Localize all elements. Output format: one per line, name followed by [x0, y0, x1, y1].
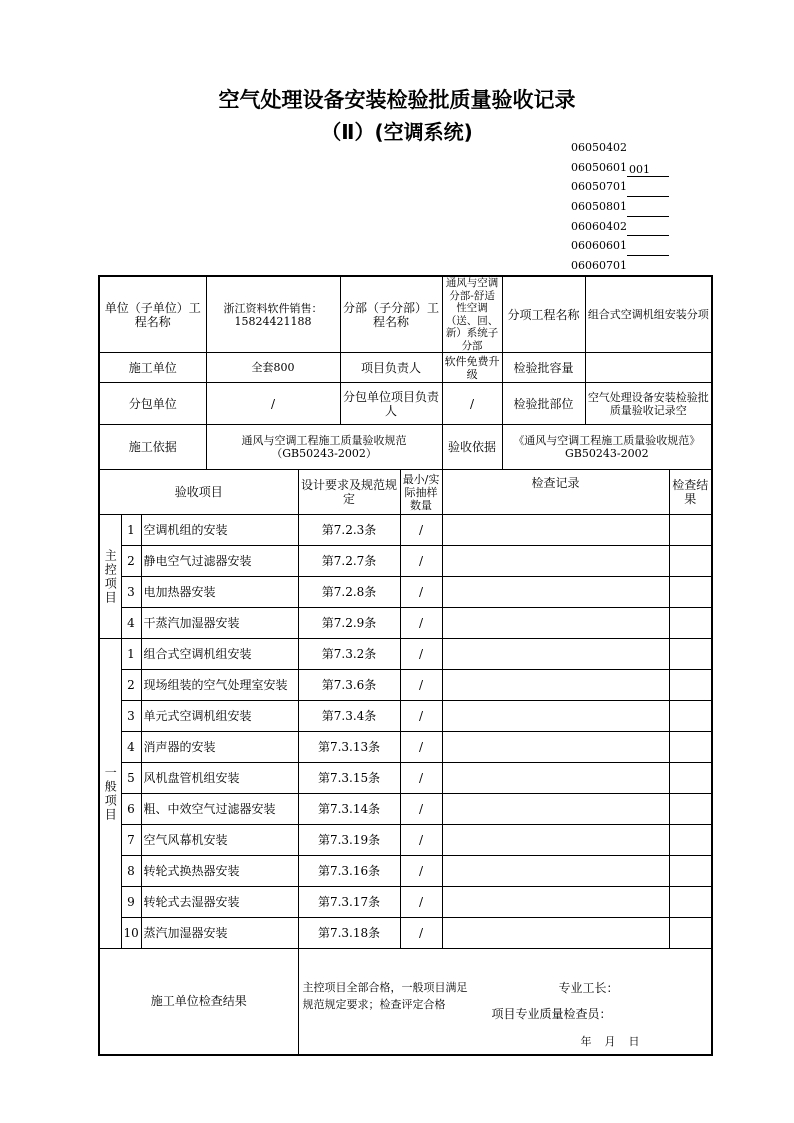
item-number: 1 — [121, 639, 141, 670]
unit-label: 单位（子单位）工程名称 — [99, 276, 206, 353]
item-sampling: / — [400, 670, 442, 701]
pm-label: 项目负责人 — [340, 353, 442, 383]
footer-label: 施工单位检查结果 — [99, 949, 298, 1055]
code-row — [571, 256, 669, 276]
table-row — [99, 887, 712, 918]
item-clause: 第7.3.17条 — [298, 887, 400, 918]
record-field[interactable] — [442, 701, 669, 732]
item-value: 组合式空调机组安装分项 — [585, 276, 712, 353]
item-clause: 第7.2.9条 — [298, 608, 400, 639]
sub-value: 通风与空调分部-舒适性空调（送、回、新）系统子分部 — [442, 276, 502, 353]
table-row — [99, 546, 712, 577]
pm-value: 软件免费升级 — [442, 353, 502, 383]
record-field[interactable] — [442, 763, 669, 794]
table-row — [99, 515, 712, 546]
item-name: 转轮式去湿器安装 — [141, 887, 298, 918]
col-item: 验收项目 — [99, 470, 298, 515]
item-sampling: / — [400, 577, 442, 608]
subcontractor-value: / — [206, 383, 340, 425]
code-row — [571, 177, 669, 197]
acceptance-value: 《通风与空调工程施工质量验收规范》GB50243-2002 — [502, 425, 712, 470]
table-row — [99, 701, 712, 732]
item-number: 3 — [121, 577, 141, 608]
date-label: 年 月 日 — [580, 1035, 642, 1048]
item-clause: 第7.3.14条 — [298, 794, 400, 825]
result-field[interactable] — [669, 732, 712, 763]
code-number: 06050601 — [571, 160, 627, 174]
constructor-value: 全套800 — [206, 353, 340, 383]
item-clause: 第7.3.4条 — [298, 701, 400, 732]
acceptance-label: 验收依据 — [442, 425, 502, 470]
footer-cell — [298, 949, 712, 1055]
item-sampling: / — [400, 639, 442, 670]
item-sampling: / — [400, 825, 442, 856]
item-clause: 第7.3.2条 — [298, 639, 400, 670]
item-name: 空调机组的安装 — [141, 515, 298, 546]
item-name: 组合式空调机组安装 — [141, 639, 298, 670]
item-name: 转轮式换热器安装 — [141, 856, 298, 887]
code-value-field[interactable] — [627, 242, 669, 256]
record-field[interactable] — [442, 639, 669, 670]
code-list — [571, 138, 669, 276]
result-field[interactable] — [669, 763, 712, 794]
item-clause: 第7.2.7条 — [298, 546, 400, 577]
form-title: 空气处理设备安装检验批质量验收记录 — [218, 88, 576, 112]
item-label: 分项工程名称 — [502, 276, 585, 353]
result-field[interactable] — [669, 918, 712, 949]
item-sampling: / — [400, 856, 442, 887]
inspection-form-table — [98, 275, 713, 1056]
result-field[interactable] — [669, 856, 712, 887]
result-field[interactable] — [669, 825, 712, 856]
item-number: 8 — [121, 856, 141, 887]
record-field[interactable] — [442, 732, 669, 763]
item-name: 空气风幕机安装 — [141, 825, 298, 856]
item-number: 5 — [121, 763, 141, 794]
table-row — [99, 577, 712, 608]
result-field[interactable] — [669, 701, 712, 732]
result-field[interactable] — [669, 794, 712, 825]
table-row — [99, 918, 712, 949]
item-number: 4 — [121, 732, 141, 763]
group-label: 一般项目 — [99, 639, 121, 949]
code-row — [571, 197, 669, 217]
location-label: 检验批部位 — [502, 383, 585, 425]
item-clause: 第7.2.3条 — [298, 515, 400, 546]
item-sampling: / — [400, 701, 442, 732]
location-value: 空气处理设备安装检验批质量验收记录空 — [585, 383, 712, 425]
item-name: 静电空气过滤器安装 — [141, 546, 298, 577]
code-value-field[interactable] — [627, 262, 669, 276]
item-clause: 第7.3.18条 — [298, 918, 400, 949]
item-name: 粗、中效空气过滤器安装 — [141, 794, 298, 825]
result-field[interactable] — [669, 577, 712, 608]
code-value-field[interactable]: 001 — [627, 163, 669, 177]
constructor-label: 施工单位 — [99, 353, 206, 383]
code-value-field[interactable] — [627, 222, 669, 236]
footer-text: 主控项目全部合格，一般项目满足规范规定要求；检查评定合格 — [302, 981, 468, 1011]
result-field[interactable] — [669, 887, 712, 918]
item-clause: 第7.3.13条 — [298, 732, 400, 763]
capacity-value — [585, 353, 712, 383]
item-number: 1 — [121, 515, 141, 546]
record-field[interactable] — [442, 794, 669, 825]
item-name: 干蒸汽加湿器安装 — [141, 608, 298, 639]
capacity-label: 检验批容量 — [502, 353, 585, 383]
table-row — [99, 856, 712, 887]
item-name: 风机盘管机组安装 — [141, 763, 298, 794]
code-row — [571, 138, 669, 158]
item-number: 6 — [121, 794, 141, 825]
item-clause: 第7.3.16条 — [298, 856, 400, 887]
col-result: 检查结果 — [669, 470, 712, 515]
item-sampling: / — [400, 918, 442, 949]
item-number: 4 — [121, 608, 141, 639]
item-number: 10 — [121, 918, 141, 949]
item-sampling: / — [400, 732, 442, 763]
item-sampling: / — [400, 608, 442, 639]
table-row — [99, 825, 712, 856]
table-row — [99, 639, 712, 670]
item-name: 消声器的安装 — [141, 732, 298, 763]
record-field[interactable] — [442, 546, 669, 577]
item-clause: 第7.2.8条 — [298, 577, 400, 608]
code-number: 06060701 — [571, 259, 627, 273]
item-clause: 第7.3.19条 — [298, 825, 400, 856]
code-number: 06050402 — [571, 140, 627, 154]
group-label: 主控项目 — [99, 515, 121, 639]
record-field[interactable] — [442, 825, 669, 856]
item-name: 电加热器安装 — [141, 577, 298, 608]
result-field[interactable] — [669, 515, 712, 546]
basis-label: 施工依据 — [99, 425, 206, 470]
record-field[interactable] — [442, 887, 669, 918]
code-value-field[interactable] — [627, 203, 669, 217]
item-sampling: / — [400, 546, 442, 577]
item-sampling: / — [400, 515, 442, 546]
code-row — [571, 217, 669, 237]
item-sampling: / — [400, 887, 442, 918]
item-sampling: / — [400, 794, 442, 825]
sub-pm-label: 分包单位项目负责人 — [340, 383, 442, 425]
code-row — [571, 158, 669, 178]
col-record: 检查记录 — [442, 470, 669, 515]
code-row — [571, 236, 669, 256]
item-number: 7 — [121, 825, 141, 856]
unit-value: 浙江资料软件销售：15824421188 — [206, 276, 340, 353]
col-design: 设计要求及规范规定 — [298, 470, 400, 515]
table-row — [99, 763, 712, 794]
form-subtitle: （Ⅱ）(空调系统) — [321, 120, 473, 144]
item-clause: 第7.3.15条 — [298, 763, 400, 794]
item-number: 2 — [121, 670, 141, 701]
code-number: 06050701 — [571, 180, 627, 194]
item-number: 2 — [121, 546, 141, 577]
basis-value: 通风与空调工程施工质量验收规范（GB50243-2002） — [206, 425, 442, 470]
result-field[interactable] — [669, 639, 712, 670]
item-name: 现场组装的空气处理室安装 — [141, 670, 298, 701]
result-field[interactable] — [669, 608, 712, 639]
col-sampling: 最小/实际抽样数量 — [400, 470, 442, 515]
code-value-field[interactable] — [627, 183, 669, 197]
item-name: 单元式空调机组安装 — [141, 701, 298, 732]
record-field[interactable] — [442, 670, 669, 701]
sub-label: 分部（子分部）工程名称 — [340, 276, 442, 353]
result-field[interactable] — [669, 670, 712, 701]
code-number: 06060402 — [571, 219, 627, 233]
result-field[interactable] — [669, 546, 712, 577]
code-number: 06060601 — [571, 239, 627, 253]
foreman-label: 专业工长： — [558, 981, 619, 995]
record-field[interactable] — [442, 918, 669, 949]
record-field[interactable] — [442, 515, 669, 546]
item-name: 蒸汽加湿器安装 — [141, 918, 298, 949]
item-number: 9 — [121, 887, 141, 918]
table-row — [99, 732, 712, 763]
subcontractor-label: 分包单位 — [99, 383, 206, 425]
inspector-label: 项目专业质量检查员： — [491, 1007, 612, 1021]
record-field[interactable] — [442, 856, 669, 887]
item-sampling: / — [400, 763, 442, 794]
item-clause: 第7.3.6条 — [298, 670, 400, 701]
sub-pm-value: / — [442, 383, 502, 425]
table-row — [99, 670, 712, 701]
code-number: 06050801 — [571, 200, 627, 214]
record-field[interactable] — [442, 577, 669, 608]
table-row — [99, 608, 712, 639]
table-row — [99, 794, 712, 825]
record-field[interactable] — [442, 608, 669, 639]
item-number: 3 — [121, 701, 141, 732]
